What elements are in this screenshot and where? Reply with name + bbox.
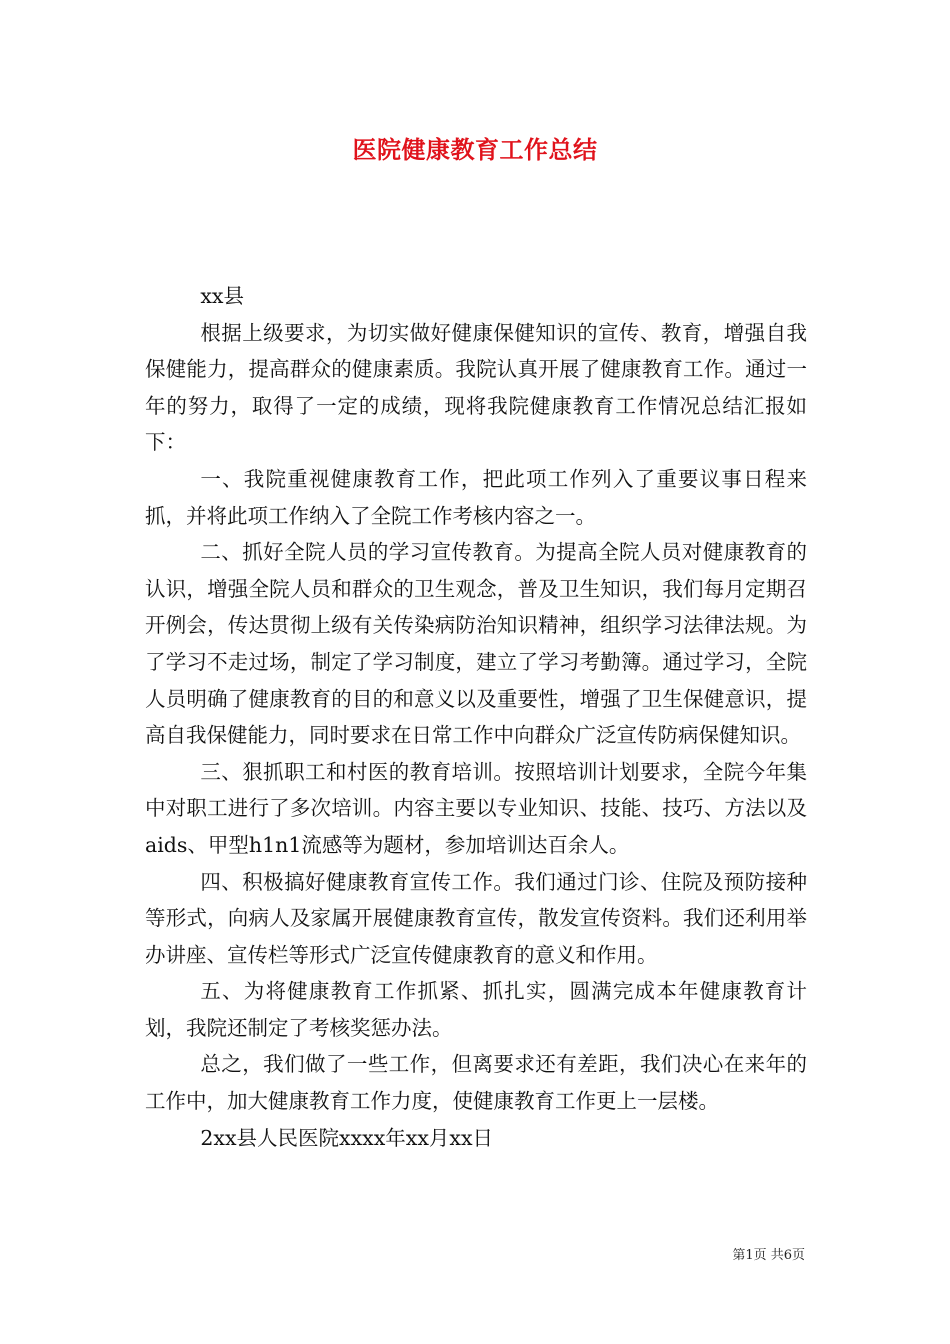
paragraph-signature: 2xx县人民医院xxxx年xx月xx日 bbox=[200, 1125, 493, 1150]
page-indicator: 第1页 共6页 bbox=[732, 1248, 805, 1263]
paragraph-point-1: 一、我院重视健康教育工作，把此项工作列入了重要议事日程来抓，并将此项工作纳入了全院工作考核内容之一。 bbox=[145, 466, 807, 528]
paragraph-point-5: 五、为将健康教育工作抓紧、抓扎实，圆满完成本年健康教育计划，我院还制定了考核奖惩办法。 bbox=[145, 979, 807, 1040]
document-title: 医院健康教育工作总结 bbox=[352, 135, 598, 164]
paragraph-point-4: 四、积极搞好健康教育宣传工作。我们通过门诊、住院及预防接种等形式，向病人及家属开展健康教育宣传，散发宣传资料。我们还利用举办讲座、宣传栏等形式广泛宣传健康教育的意义和作用。 bbox=[145, 869, 807, 967]
paragraph-county: xx县 bbox=[200, 284, 244, 308]
paragraph-point-3: 三、狠抓职工和村医的教育培训。按照培训计划要求，全院今年集中对职工进行了多次培训。内容主要以专业知识、技能、技巧、方法以及aids、甲型h1n1流感等为题材，参加培训达百余人。 bbox=[145, 759, 807, 857]
paragraph-intro: 根据上级要求，为切实做好健康保健知识的宣传、教育，增强自我保健能力，提高群众的健康素质。我院认真开展了健康教育工作。通过一年的努力，取得了一定的成绩，现将我院健康教育工作情况总结汇报如下： bbox=[145, 320, 807, 455]
document-body bbox=[145, 278, 807, 1156]
paragraph-conclusion: 总之，我们做了一些工作，但离要求还有差距，我们决心在来年的工作中，加大健康教育工作力度，使健康教育工作更上一层楼。 bbox=[145, 1052, 807, 1114]
paragraph-point-2: 二、抓好全院人员的学习宣传教育。为提高全院人员对健康教育的认识，增强全院人员和群众的卫生观念，普及卫生知识，我们每月定期召开例会，传达贯彻上级有关传染病防治知识精神，组织学习法律法规。为了学习不走过场，制定了学习制度，建立了学习考勤簿。通过学习，全院人员明确了健康教育的目的和意义以及重要性，增强了卫生保健意识，提高自我保健能力，同时要求在日常工作中向群众广泛宣传防病保健知识。 bbox=[145, 540, 807, 748]
